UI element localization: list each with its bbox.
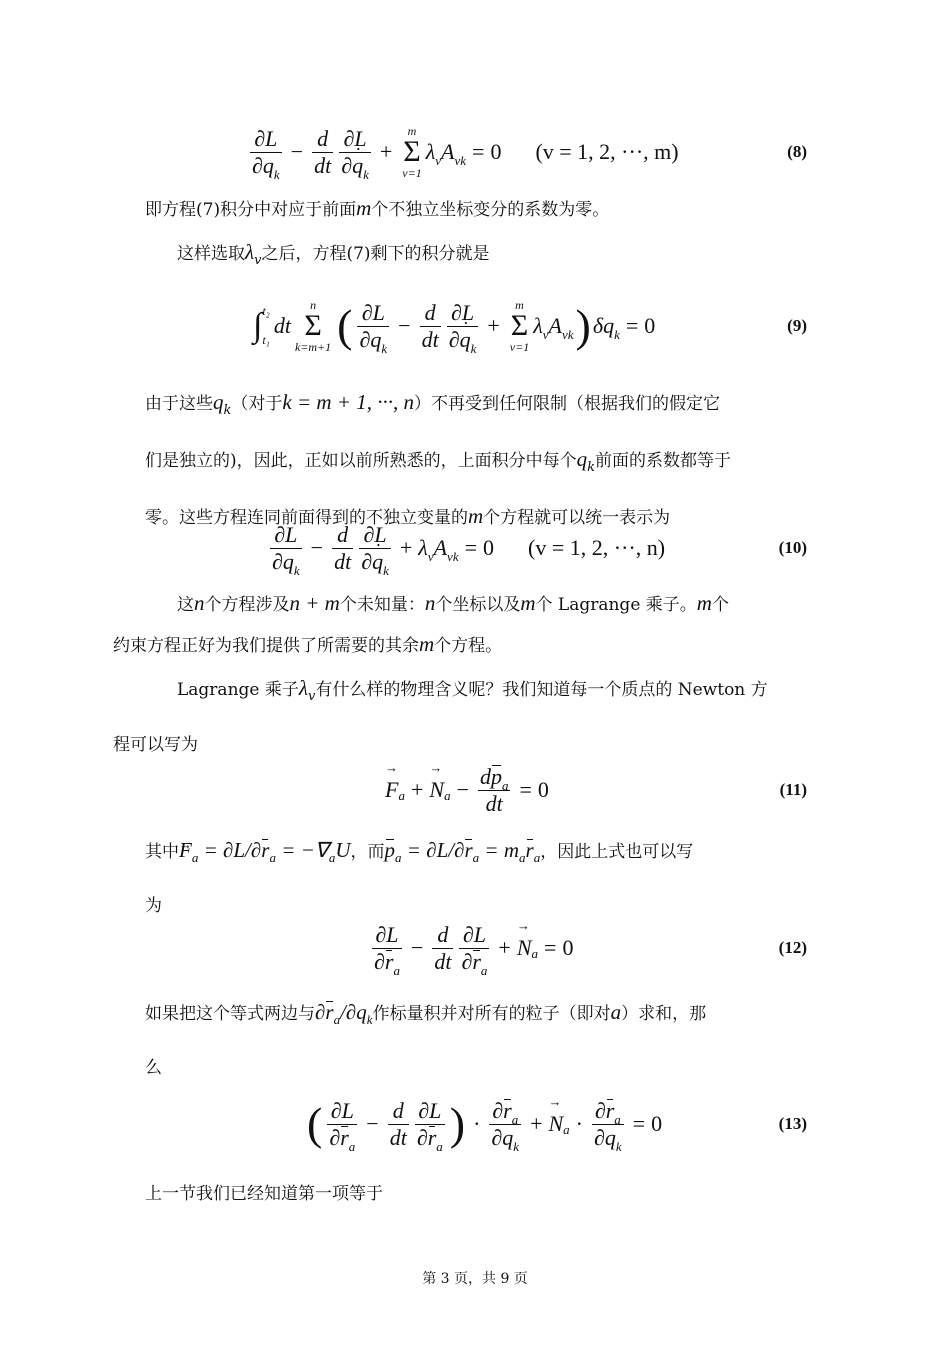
paragraph-8: 上一节我们已经知道第一项等于 [145,1184,383,1204]
paragraph-3: 由于这些$q_k$（对于k = m + 1, ···, n）不再受到任何限制（根据我们的假定它 们是独立的)，因此，正如以前所熟悉的，上面积分中每个$q_k$前面的系数都等于 零。这些方程连同前面得到的不独立变量的m个方程就可以统一表示为 [145,390,732,528]
paragraph-7: 如果把这个等式两边与$\partial r_a/\partial q_k$作标量积并对所有的粒子（即对a）求和，那 么 [145,1000,707,1078]
paragraph-2: 这样选取$\lambda_v$之后，方程(7)剩下的积分就是 [177,240,490,268]
equation-9: ∫ t₂ t₁ dt n Σ k=m+1 ( $\frac{\partial L}{\partial q_k}$ − $\frac{d}{dt}$ $\frac{\partial L}{\partial\cdot q_k}$ + m Σ v=1 $\lambda_vA_{vk}$ ) $\delta q_k$ = 0 (9) [145,284,807,368]
equation-10-number: (10) [778,538,807,557]
equation-9-number: (9) [787,316,807,335]
equation-12: $\frac{\partial L}{\partial r_a}$ − $\frac{d}{dt}$ $\frac{\partial L}{\partial r_a}$ + → N a = 0 (12) [145,908,807,988]
equation-8-condition: (v = 1, 2, ···, m) [535,139,679,164]
equation-13-number: (13) [778,1114,807,1133]
equation-8-number: (8) [787,142,807,161]
paragraph-5: Lagrange 乘子$\lambda_v$有什么样的物理含义呢？我们知道每一个质点的 Newton 方 程可以写为 [113,676,768,755]
paragraph-1: 即方程(7)积分中对应于前面m个不独立坐标变分的系数为零。 [145,196,610,220]
equation-10: $\frac{\partial L}{\partial q_k}$ − $\frac{d}{dt}$ $\frac{\partial L}{\partial\cdot q_k}$ + $\lambda_vA_{vk}$ = 0 (v = 1, 2, ···, n) (10) [145,508,807,588]
equation-10-condition: (v = 1, 2, ···, n) [528,535,666,560]
page-footer: 第 3 页，共 9 页 [422,1271,528,1287]
paragraph-4: 这n个方程涉及n + m个未知量：n个坐标以及m个 Lagrange 乘子。m个 约束方程正好为我们提供了所需要的其余m个方程。 [113,591,729,656]
equation-12-number: (12) [778,938,807,957]
equation-8: $\frac{\partial L}{\partial q_k}$ − $\frac{d}{dt}$ $\frac{\partial L}{\partial\cdot q_k}$ + m Σ v=1 $\lambda_vA_{vk}$ = 0 (v = 1, 2, ···, m) (8) [145,112,807,192]
paragraph-6: 其中→ $F_a = \partial L/\partial r_a = -\nabla_aU$，而$p_a = \partial L/\partial r_a = m_ar_a$，因此上式也可以写 为 [145,826,807,930]
equation-11-number: (11) [779,780,807,799]
equation-13: ( $\frac{\partial L}{\partial r_a}$ − $\frac{d}{dt}$ $\frac{\partial L}{\partial r_a}$ ) · $\frac{\partial r_a}{\partial q_k}$ + → N a · $\frac{\partial r_a}{\partial q_k}$ = 0 (13) [145,1082,807,1166]
equation-11: → F a + → N a − $\frac{dp_a}{dt}$ = 0 (11) [145,750,807,830]
